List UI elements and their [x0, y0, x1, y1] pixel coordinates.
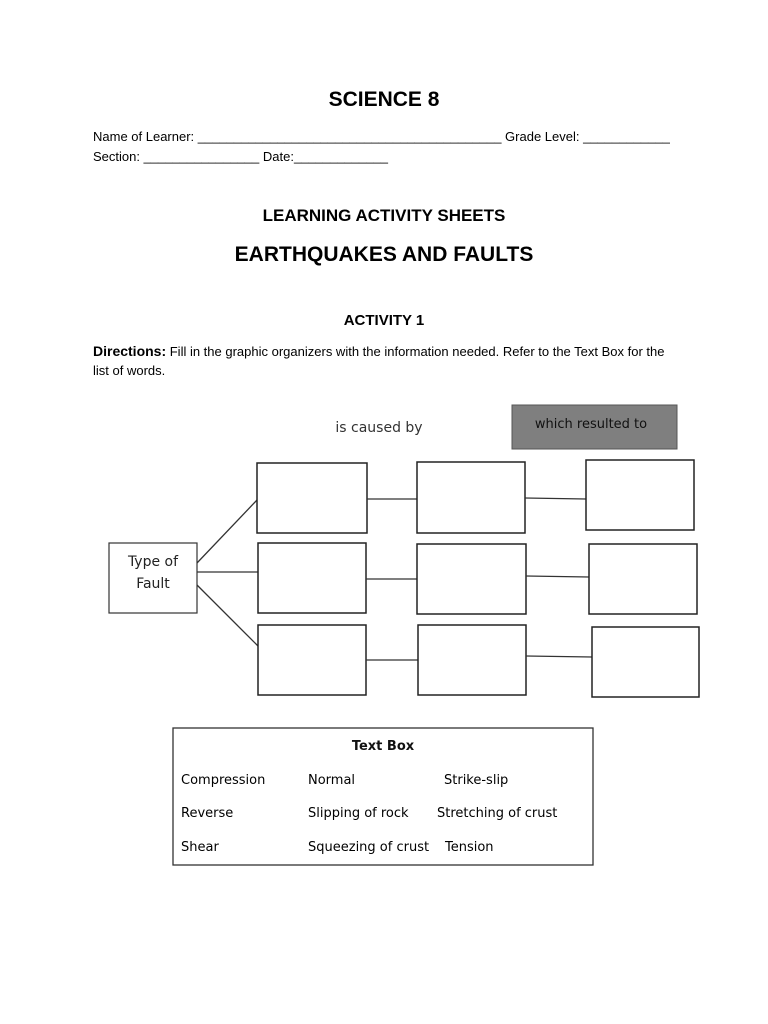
type-of-fault-line2: Fault: [136, 576, 170, 592]
section-date-line: Section: ________________ Date:_____________: [93, 149, 388, 164]
word-strike-slip: Strike-slip: [444, 773, 509, 788]
connector-line: [197, 500, 257, 563]
answer-box-3-2[interactable]: [418, 625, 526, 695]
answer-box-3-1[interactable]: [258, 625, 366, 695]
topic-heading: EARTHQUAKES AND FAULTS: [234, 243, 534, 266]
connector-line: [526, 656, 592, 657]
word-shear: Shear: [181, 840, 219, 855]
word-compression: Compression: [181, 773, 266, 788]
directions-label: Directions:: [93, 343, 167, 359]
answer-box-2-1[interactable]: [258, 543, 366, 613]
word-slipping-of-rock: Slipping of rock: [308, 806, 409, 821]
connector-line: [197, 585, 258, 646]
word-stretching-of-crust: Stretching of crust: [437, 806, 558, 821]
connector-line: [525, 498, 586, 499]
type-of-fault-line1: Type of: [127, 554, 179, 570]
answer-box-3-3[interactable]: [592, 627, 699, 697]
page-title: SCIENCE 8: [328, 88, 440, 111]
resulted-to-label: which resulted to: [534, 417, 648, 432]
answer-box-1-1[interactable]: [257, 463, 367, 533]
answer-box-2-2[interactable]: [417, 544, 526, 614]
activity-heading: ACTIVITY 1: [343, 312, 425, 329]
learner-name-line: Name of Learner: __________________________________________ Grade Level: ____________: [93, 129, 670, 144]
answer-box-1-3[interactable]: [586, 460, 694, 530]
answer-box-2-3[interactable]: [589, 544, 697, 614]
directions-text: Fill in the graphic organizers with the information needed. Refer to the Text Box for the list of words.: [93, 344, 665, 378]
text-box-title: Text Box: [351, 739, 415, 754]
word-normal: Normal: [308, 773, 356, 788]
caused-by-label: is caused by: [335, 420, 423, 436]
word-reverse: Reverse: [181, 806, 234, 821]
word-tension: Tension: [445, 840, 494, 855]
connector-line: [526, 576, 589, 577]
answer-box-1-2[interactable]: [417, 462, 525, 533]
sheet-heading: LEARNING ACTIVITY SHEETS: [262, 206, 506, 225]
word-squeezing-of-crust: Squeezing of crust: [308, 840, 430, 855]
